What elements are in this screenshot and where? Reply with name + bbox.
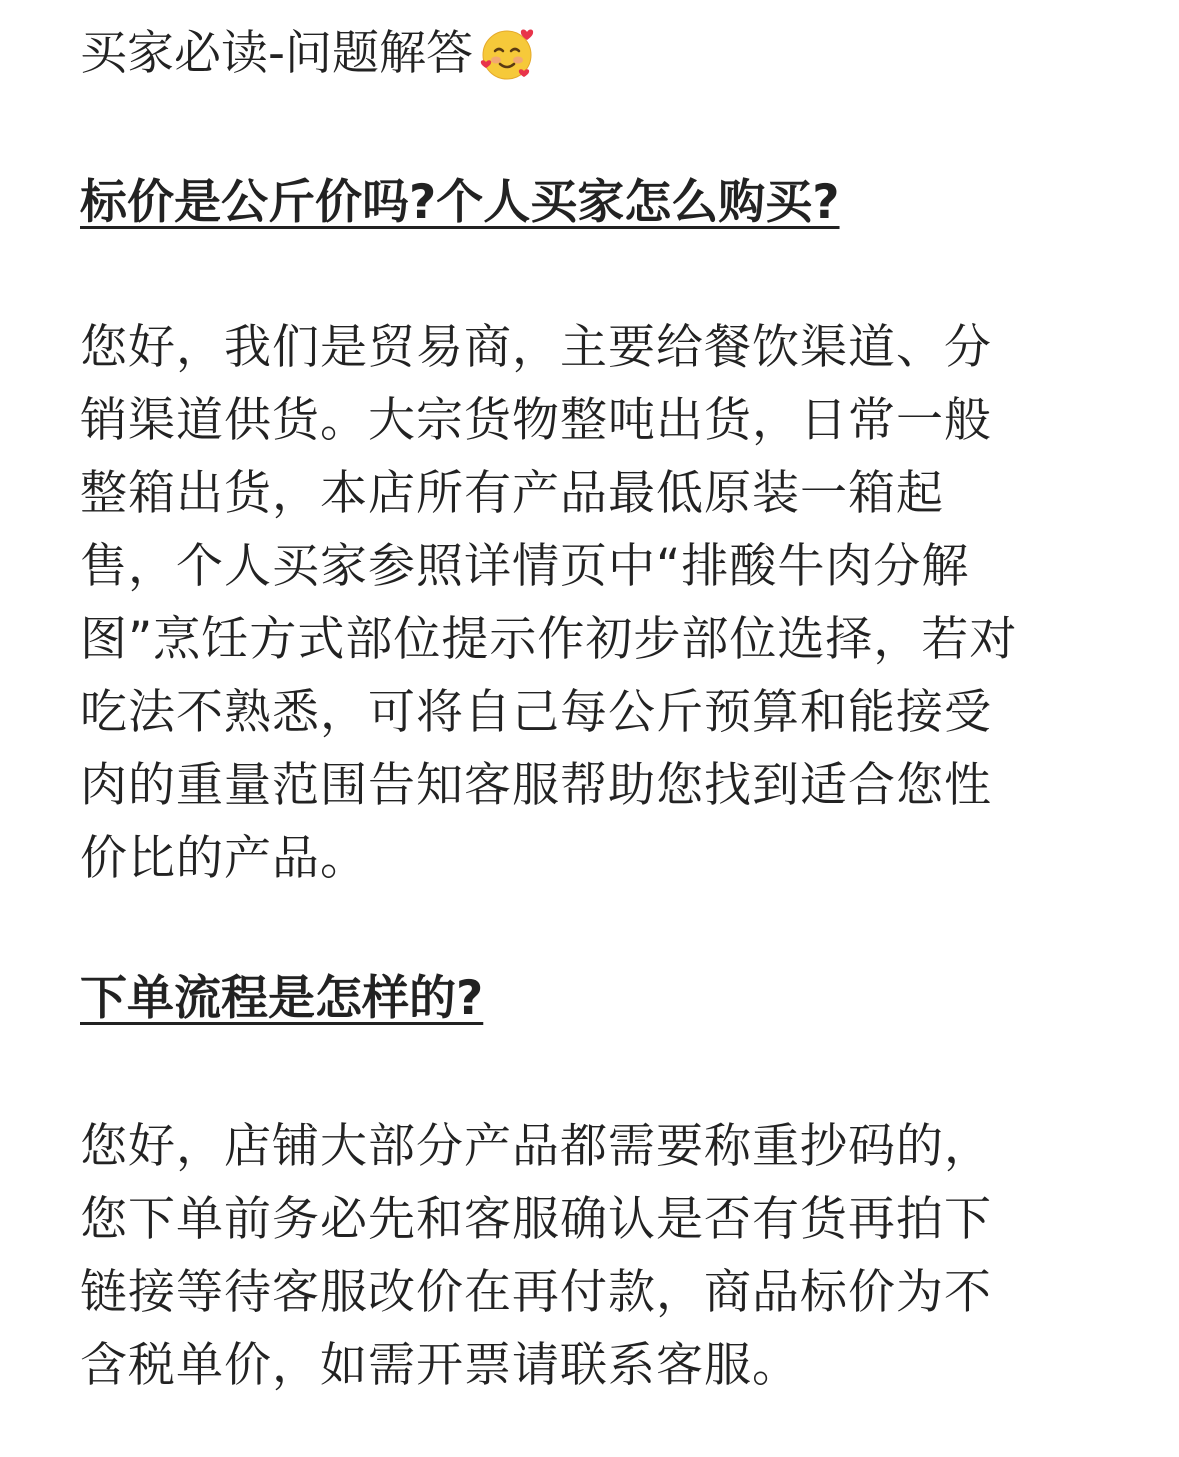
section-body-pricing — [80, 311, 1017, 895]
section-heading-order-process: 下单流程是怎样的? — [80, 971, 484, 1026]
text-line: 销渠道供货。大宗货物整吨出货，日常一般 — [80, 393, 992, 448]
text-line: 链接等待客服改价在再付款，商品标价为不 — [80, 1265, 992, 1320]
text-line: 肉的重量范围告知客服帮助您找到适合您性 — [80, 758, 992, 813]
section-body-order-process — [80, 1110, 992, 1402]
text-line: 您好，我们是贸易商，主要给餐饮渠道、分 — [80, 320, 992, 375]
text-line: 图”烹饪方式部位提示作初步部位选择，若对 — [80, 612, 1018, 667]
section-heading-pricing: 标价是公斤价吗?个人买家怎么购买? — [80, 175, 840, 230]
page-title — [80, 22, 537, 86]
text-line: 您下单前务必先和客服确认是否有货再拍下 — [80, 1192, 992, 1247]
text-line: 含税单价，如需开票请联系客服。 — [80, 1338, 800, 1393]
text-line: 您好，店铺大部分产品都需要称重抄码的， — [80, 1119, 992, 1174]
text-line: 售，个人买家参照详情页中“排酸牛肉分解 — [80, 539, 970, 594]
smiling-face-with-hearts-icon — [477, 24, 537, 84]
text-line: 吃法不熟悉，可将自己每公斤预算和能接受 — [80, 685, 992, 740]
page-title-text: 买家必读-问题解答 — [80, 26, 473, 81]
text-line: 价比的产品。 — [80, 831, 368, 886]
text-line: 整箱出货，本店所有产品最低原装一箱起 — [80, 466, 944, 521]
